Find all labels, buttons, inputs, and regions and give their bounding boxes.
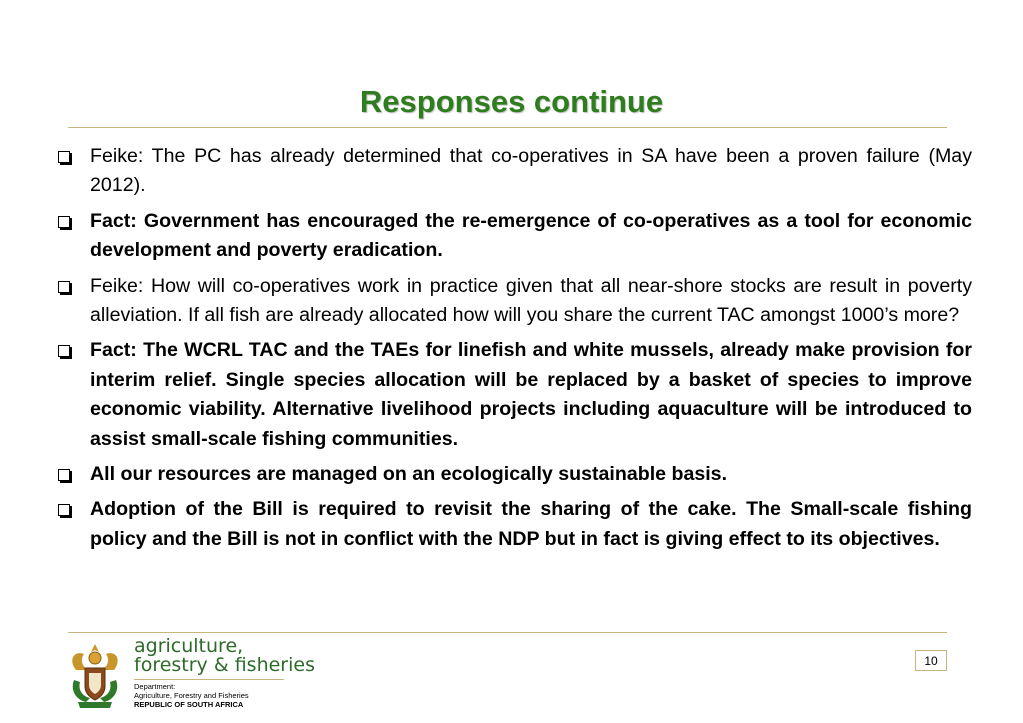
- bullet-text: Fact: The WCRL TAC and the TAEs for linefish and white mussels, already make provision for interim relief. Single species allocation will be replaced by a basket of species to improve economic viability. Alternative livelihood projects including aquaculture will be introduced to assist small-scale fishing communities.: [90, 339, 972, 450]
- checkbox-bullet-icon: [58, 504, 70, 516]
- bullet-item: [56, 460, 972, 489]
- bullet-text: Fact: Government has encouraged the re-emergence of co-operatives as a tool for economic development and poverty eradication.: [90, 209, 972, 262]
- bullet-list: [56, 142, 972, 560]
- dept-name-line2: forestry & fisheries: [134, 654, 315, 676]
- dept-small-line1: Department:: [134, 682, 176, 691]
- slide-title: Responses continue: [359, 84, 664, 119]
- bullet-item: [56, 207, 972, 266]
- bullet-text: Feike: The PC has already determined that co-operatives in SA have been a proven failure (May 2012).: [90, 145, 972, 197]
- bullet-text: Adoption of the Bill is required to revisit the sharing of the cake. The Small-scale fishing policy and the Bill is not in conflict with the NDP but in fact is giving effect to its objectives.: [90, 498, 972, 550]
- dept-small-line2: Agriculture, Forestry and Fisheries: [134, 691, 249, 700]
- bullet-item: [56, 272, 972, 331]
- department-wordmark: [134, 637, 315, 675]
- bullet-text: All our resources are managed on an ecologically sustainable basis.: [90, 463, 728, 486]
- coat-of-arms-icon: [66, 640, 124, 710]
- footer-divider: [68, 632, 947, 633]
- bullet-item: [56, 142, 972, 201]
- checkbox-bullet-icon: [58, 469, 70, 481]
- checkbox-bullet-icon: [58, 151, 70, 163]
- dept-divider: [134, 679, 284, 680]
- bullet-item: [56, 495, 972, 554]
- checkbox-bullet-icon: [58, 281, 70, 293]
- department-subtitle: [134, 682, 249, 709]
- title-divider: [68, 127, 947, 128]
- dept-small-line3: REPUBLIC OF SOUTH AFRICA: [134, 700, 244, 709]
- bullet-text: Feike: How will co-operatives work in practice given that all near-shore stocks are result in poverty alleviation. If all fish are already allocated how will you share the current TAC amongst 1000’s more?: [90, 274, 972, 327]
- checkbox-bullet-icon: [58, 216, 70, 228]
- bullet-item: [56, 336, 972, 454]
- dept-name-line1: agriculture,: [134, 635, 244, 657]
- page-number: 10: [915, 650, 947, 671]
- checkbox-bullet-icon: [58, 345, 70, 357]
